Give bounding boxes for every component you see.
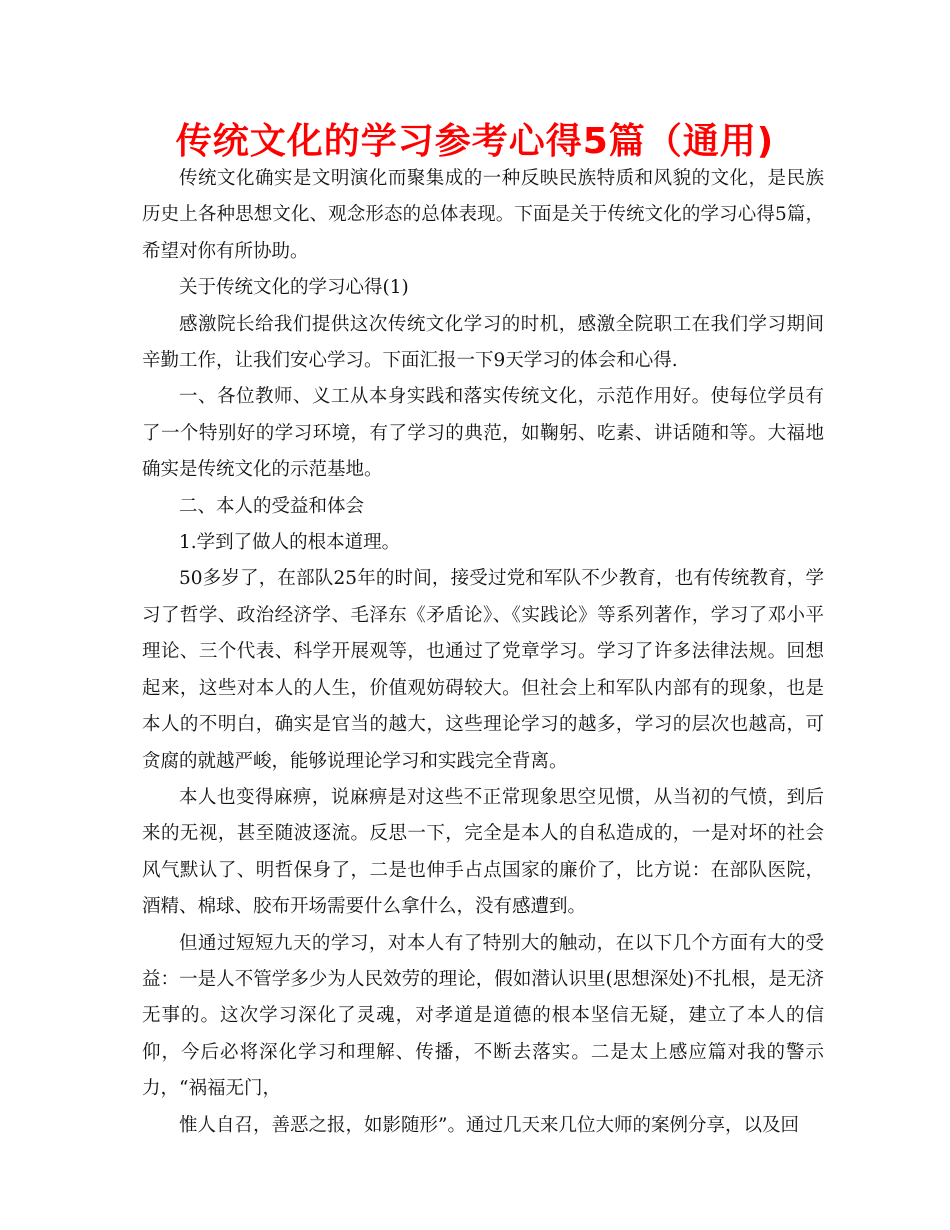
body-paragraph: 但通过短短九天的学习，对本人有了特别大的触动，在以下几个方面有大的受益：一是人不管学多少为人民效劳的理论，假如潜认识里(思想深处)不扎根，是无济无事的。这次学习深化了灵魂，对孝道是道德的根本坚信无疑，建立了本人的信仰，今后必将深化学习和理解、传播，不断去落实。二是太上感应篇对我的警示力，“祸福无门，: [142, 932, 824, 1100]
subheading: 二、本人的受益和体会: [179, 495, 365, 517]
document-title: 传统文化的学习参考心得5篇（通用): [175, 121, 775, 162]
body-paragraph: 惟人自召，善恶之报，如影随形”。通过几天来几位大师的案例分享，以及回: [179, 1114, 799, 1136]
body-paragraph: 本人也变得麻痹，说麻痹是对这些不正常现象思空见惯，从当初的气愤，到后来的无视，甚至随波逐流。反思一下，完全是本人的自私造成的，一是对坏的社会风气默认了、明哲保身了，二是也伸手占点国家的廉价了，比方说：在部队医院，酒精、棉球、胶布开场需要什么拿什么，没有感遭到。: [142, 786, 824, 918]
section-heading-1: 关于传统文化的学习心得(1): [179, 277, 409, 299]
body-paragraph: 50多岁了，在部队25年的时间，接受过党和军队不少教育，也有传统教育，学习了哲学、政治经济学、毛泽东《矛盾论》、《实践论》等系列著作，学习了邓小平理论、三个代表、科学开展观等，也通过了党章学习。学习了许多法律法规。回想起来，这些对本人的人生，价值观妨碍较大。但社会上和军队内部有的现象，也是本人的不明白，确实是官当的越大，这些理论学习的越多，学习的层次也越高，可贪腐的就越严峻，能够说理论学习和实践完全背离。: [142, 568, 824, 772]
body-paragraph: 一、各位教师、义工从本身实践和落实传统文化，示范作用好。使每位学员有了一个特别好的学习环境，有了学习的典范，如鞠躬、吃素、讲话随和等。大福地确实是传统文化的示范基地。: [142, 386, 824, 481]
document-body: [142, 161, 824, 1144]
subheading: 1.学到了做人的根本道理。: [179, 532, 401, 554]
intro-paragraph: 传统文化确实是文明演化而聚集成的一种反映民族特质和风貌的文化，是民族历史上各种思想文化、观念形态的总体表现。下面是关于传统文化的学习心得5篇，希望对你有所协助。: [142, 168, 824, 262]
body-paragraph: 感激院长给我们提供这次传统文化学习的时机，感激全院职工在我们学习期间辛勤工作，让我们安心学习。下面汇报一下9天学习的体会和心得.: [142, 313, 824, 372]
